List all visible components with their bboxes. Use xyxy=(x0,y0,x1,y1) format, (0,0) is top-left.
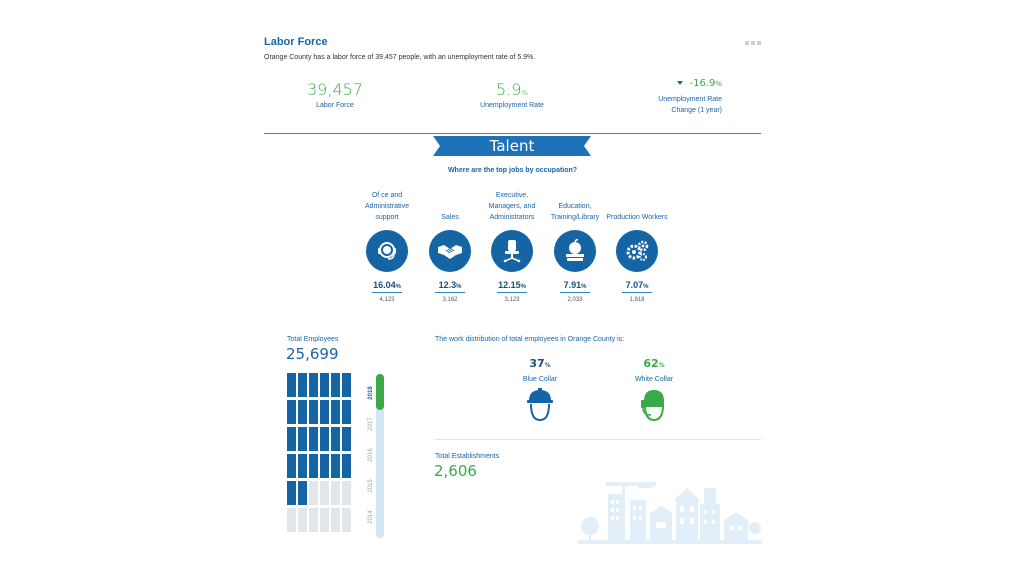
year-2018[interactable]: 2018 xyxy=(368,386,374,400)
year-slider-handle[interactable] xyxy=(376,374,384,410)
apple-books-icon[interactable] xyxy=(554,230,596,272)
year-2017[interactable]: 2017 xyxy=(368,417,374,431)
unemployment-rate-value: 5.9 xyxy=(495,80,522,99)
total-employees-value: 25,699 xyxy=(286,345,339,363)
pictogram-cell xyxy=(287,508,296,532)
occupation-pct: 12.3 xyxy=(438,280,457,290)
occupation-education xyxy=(543,190,607,303)
pictogram-cell xyxy=(320,481,329,505)
pictogram-cell xyxy=(320,427,329,451)
pictogram-cell xyxy=(331,373,340,397)
occupation-label: Sales xyxy=(441,214,459,221)
year-2014[interactable]: 2014 xyxy=(368,510,374,524)
unemployment-change-stat xyxy=(640,78,722,116)
section-divider xyxy=(435,439,761,440)
occupation-label: Production Workers xyxy=(606,214,668,221)
occupation-count: 4,123 xyxy=(379,297,395,303)
pictogram-cell xyxy=(309,400,318,424)
blue-collar-stat xyxy=(510,357,570,428)
pictogram-cell xyxy=(309,373,318,397)
occupation-pct: 16.04 xyxy=(373,280,396,290)
pictogram-cell xyxy=(342,508,351,532)
blue-collar-label: Blue Collar xyxy=(522,376,558,383)
office-chair-icon[interactable] xyxy=(491,230,533,272)
occupation-pct: 7.07 xyxy=(625,280,644,290)
occupation-count: 3,162 xyxy=(442,297,458,303)
occupation-office-admin xyxy=(355,190,419,303)
pictogram-cell xyxy=(287,481,296,505)
pictogram-cell xyxy=(309,508,318,532)
year-2015[interactable]: 2015 xyxy=(368,479,374,493)
unemployment-change-label-1: Unemployment Rate xyxy=(658,96,722,103)
pct-unit: % xyxy=(658,362,665,369)
pct-unit: % xyxy=(395,284,401,290)
occupation-label: Executive, Managers, and Administrators xyxy=(488,192,536,221)
underline xyxy=(435,292,465,293)
underline xyxy=(622,292,652,293)
pct-unit: % xyxy=(456,284,462,290)
work-distribution-text: The work distribution of total employees in Orange County is: xyxy=(435,336,625,343)
city-skyline-illustration xyxy=(578,474,762,544)
underline xyxy=(497,292,527,293)
pictogram-cell xyxy=(298,373,307,397)
unemployment-rate-label: Unemployment Rate xyxy=(480,102,544,109)
occupation-count: 1,818 xyxy=(629,297,645,303)
pictogram-cell xyxy=(287,373,296,397)
white-collar-pct: 62 xyxy=(643,357,659,370)
pct-unit: % xyxy=(520,284,526,290)
labor-force-value: 39,457 xyxy=(307,80,363,99)
pictogram-cell xyxy=(309,427,318,451)
pictogram-cell xyxy=(309,454,318,478)
triangle-down-icon xyxy=(677,81,683,85)
occupation-sales xyxy=(418,190,482,303)
pct-unit: % xyxy=(581,284,587,290)
pct-unit: % xyxy=(643,284,649,290)
pictogram-cell xyxy=(342,373,351,397)
white-collar-label: White Collar xyxy=(634,376,674,383)
pictogram-cell xyxy=(320,508,329,532)
underline xyxy=(560,292,590,293)
pictogram-cell xyxy=(320,400,329,424)
unemployment-change-unit: % xyxy=(715,80,722,88)
pictogram-cell xyxy=(309,481,318,505)
handshake-icon[interactable] xyxy=(429,230,471,272)
occupation-question: Where are the top jobs by occupation? xyxy=(447,167,578,174)
occupation-label: Of ce and Administrative support xyxy=(365,192,409,221)
pictogram-cell xyxy=(342,454,351,478)
pictogram-cell xyxy=(342,400,351,424)
pictogram-cell xyxy=(298,481,307,505)
pictogram-cell xyxy=(287,427,296,451)
blue-collar-pct: 37 xyxy=(529,357,545,370)
pictogram-cell xyxy=(298,400,307,424)
employees-pictogram xyxy=(287,373,355,535)
headset-worker-icon xyxy=(639,387,669,423)
underline xyxy=(372,292,402,293)
labor-force-label: Labor Force xyxy=(316,102,354,109)
pictogram-cell xyxy=(331,400,340,424)
pictogram-cell xyxy=(342,427,351,451)
unemployment-rate-unit: % xyxy=(521,89,529,97)
unemployment-change-label-2: Change (1 year) xyxy=(671,107,722,114)
pictogram-cell xyxy=(331,427,340,451)
unemployment-rate-stat xyxy=(470,80,554,109)
pictogram-cell xyxy=(287,400,296,424)
pictogram-cell xyxy=(331,481,340,505)
year-2016[interactable]: 2016 xyxy=(368,448,374,462)
pictogram-cell xyxy=(331,454,340,478)
white-collar-stat xyxy=(624,357,684,428)
pictogram-cell xyxy=(331,508,340,532)
occupation-label: Education, Training/Library xyxy=(550,203,600,221)
occupation-executive xyxy=(480,190,544,303)
pictogram-cell xyxy=(287,454,296,478)
unemployment-change-value: -16.9 xyxy=(689,78,716,89)
section-subtitle: Orange County has a labor force of 39,457 people, with an unemployment rate of 5.9%. xyxy=(264,54,536,61)
total-employees-label: Total Employees xyxy=(287,336,339,343)
pictogram-cell xyxy=(298,427,307,451)
pictogram-cell xyxy=(320,454,329,478)
labor-force-stat xyxy=(300,80,370,109)
pictogram-cell xyxy=(298,508,307,532)
occupation-count: 3,123 xyxy=(504,297,520,303)
total-establishments-label: Total Establishments xyxy=(435,453,500,460)
pictogram-cell xyxy=(342,481,351,505)
pictogram-cell xyxy=(298,454,307,478)
pictogram-cell xyxy=(320,373,329,397)
occupation-count: 2,033 xyxy=(567,297,583,303)
hard-hat-worker-icon xyxy=(525,387,555,423)
occupation-pct: 12.15 xyxy=(498,280,521,290)
total-establishments-value: 2,606 xyxy=(434,462,477,480)
talent-banner-text: Talent xyxy=(489,137,535,155)
section-title: Labor Force xyxy=(264,36,328,48)
section-divider xyxy=(264,133,761,134)
headset-person-icon[interactable] xyxy=(366,230,408,272)
pct-unit: % xyxy=(544,362,551,369)
occupation-production xyxy=(605,190,669,303)
gears-icon[interactable] xyxy=(616,230,658,272)
more-options-icon[interactable] xyxy=(745,41,761,45)
occupation-pct: 7.91 xyxy=(563,280,582,290)
